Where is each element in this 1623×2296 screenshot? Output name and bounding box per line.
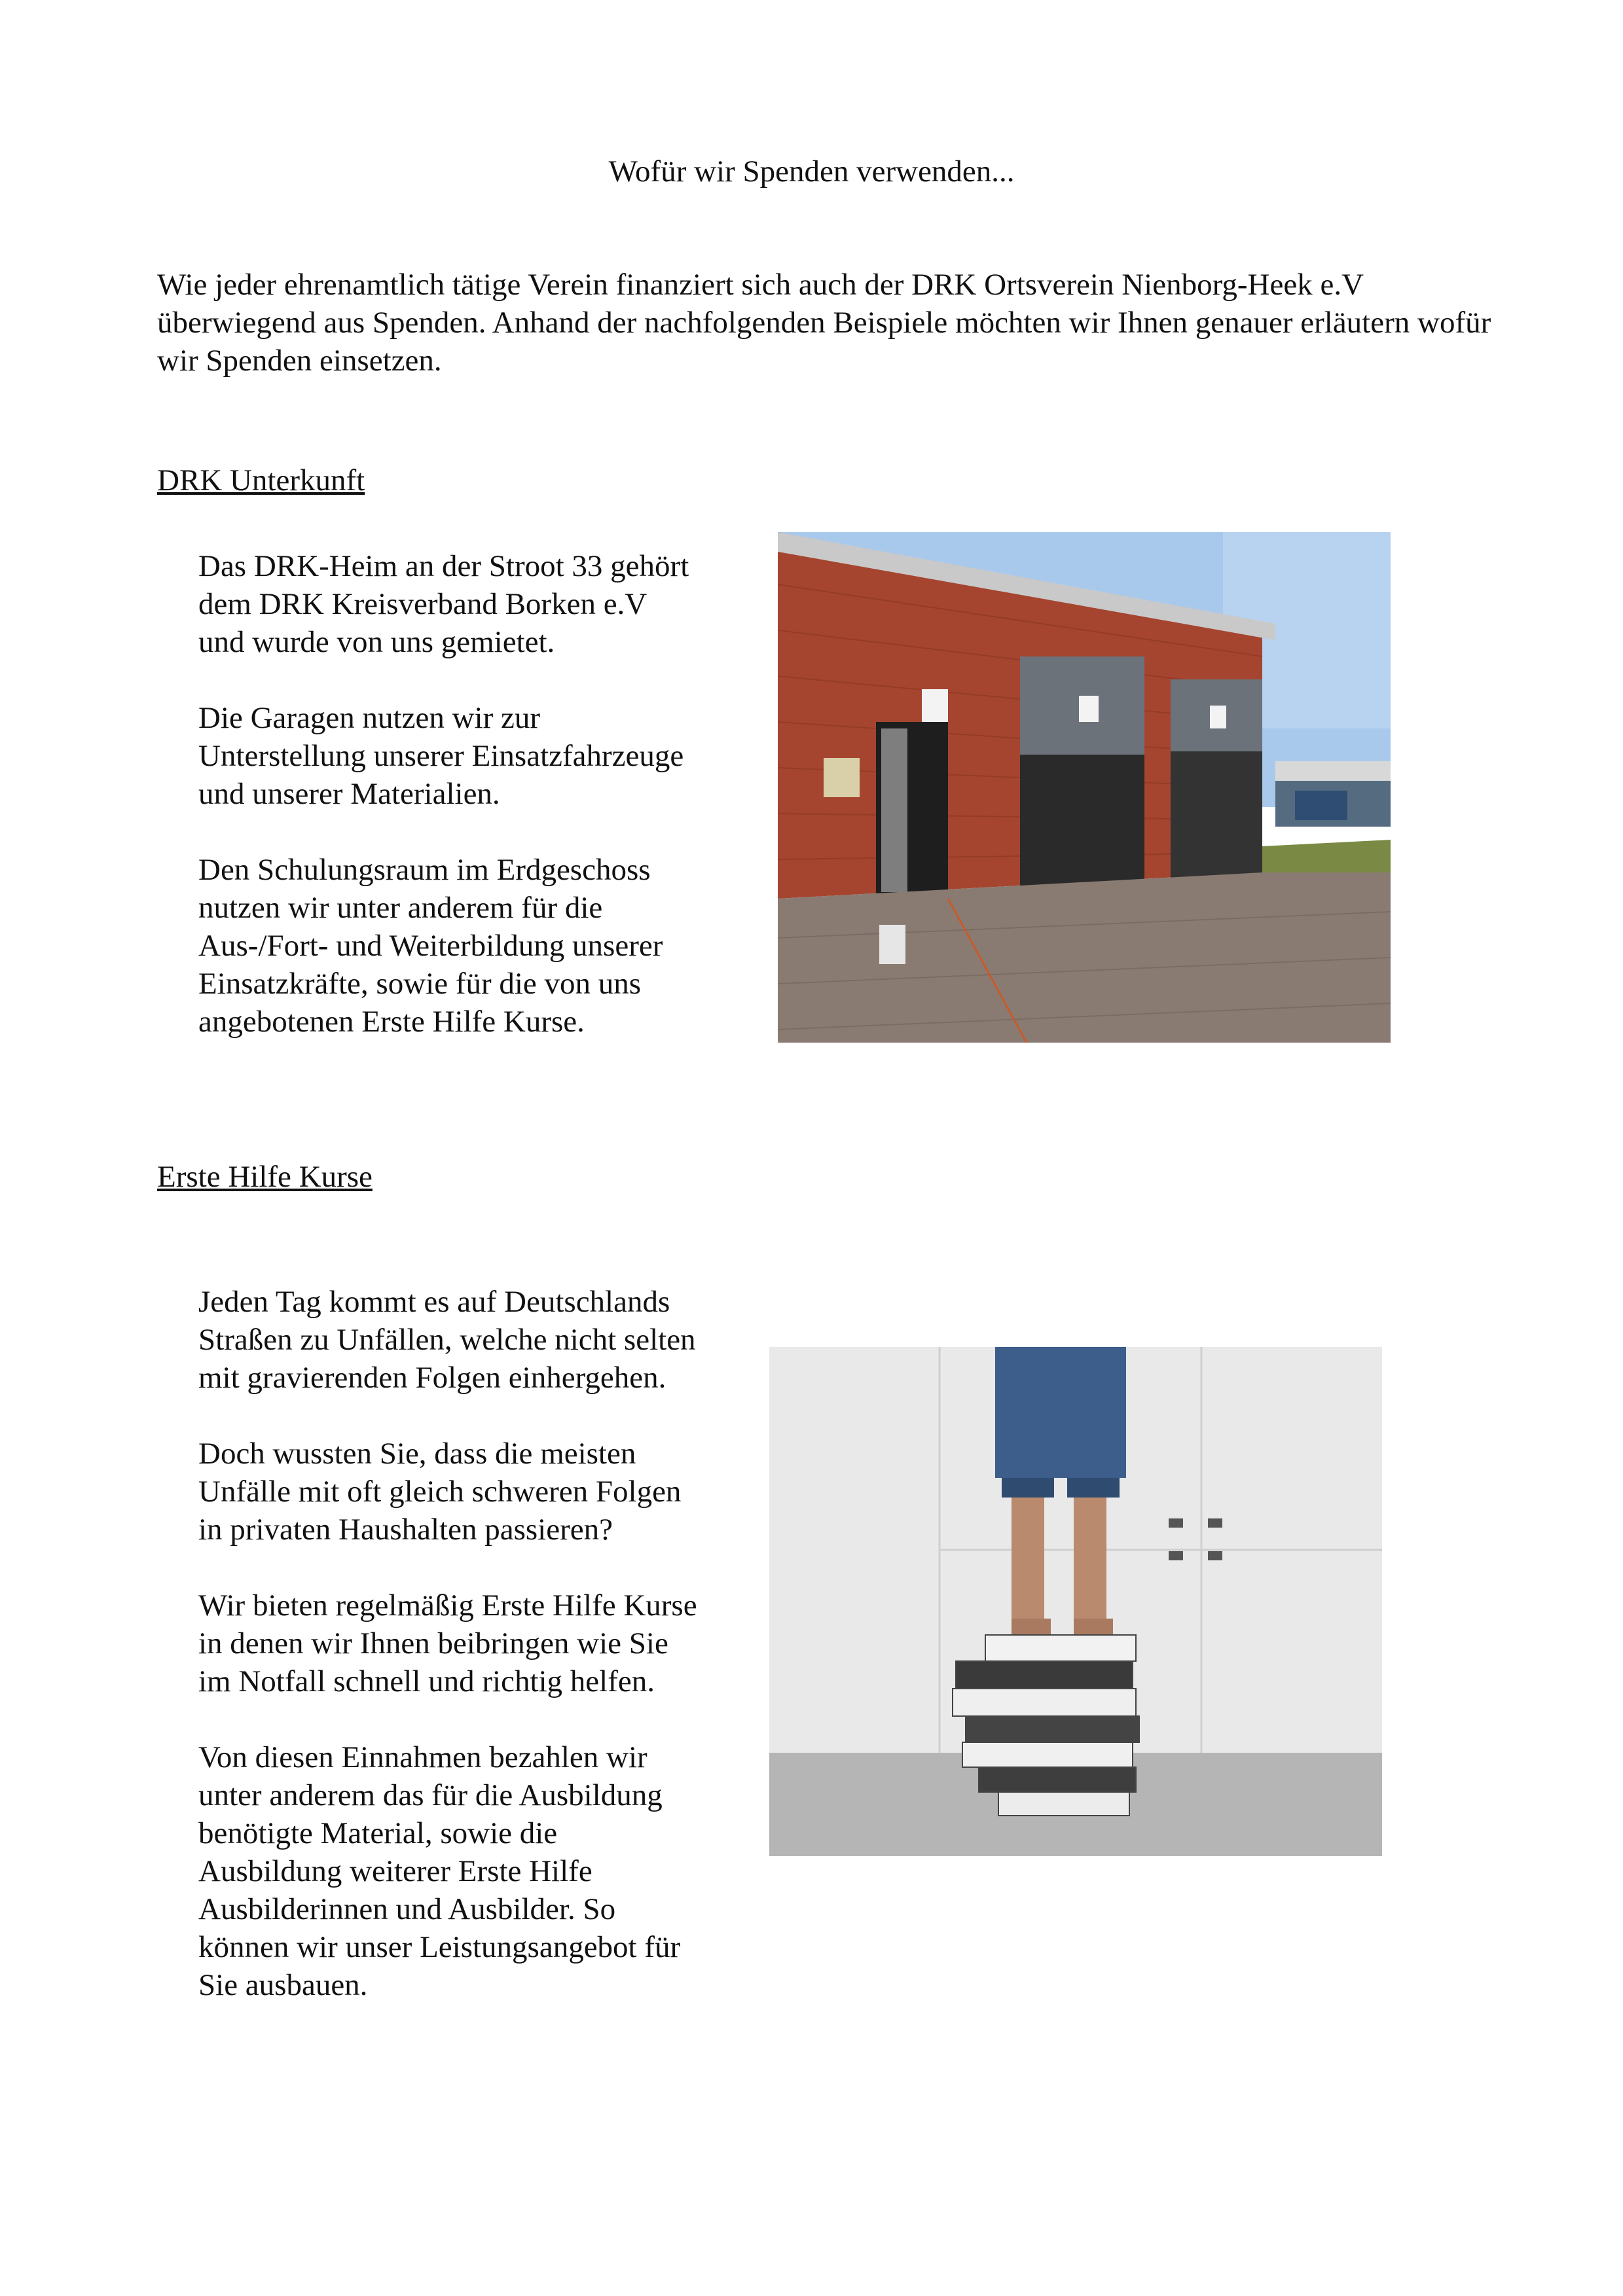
intro-paragraph: Wie jeder ehrenamtlich tätige Verein finanziert sich auch der DRK Ortsverein Nienborg-Heek e.V überwiegend aus Spenden. Anhand der nachfolgenden Beispiele möchten wir Ihnen genauer erläutern wofür wir Spenden einsetzen. (157, 268, 1491, 378)
section-2-paragraph-2: Doch wussten Sie, dass die meisten Unfälle mit oft gleich schweren Folgen in privaten Haushalten passieren? (198, 1437, 682, 1547)
section-2-paragraph-1: Jeden Tag kommt es auf Deutschlands Straßen zu Unfällen, welche nicht selten mit gravierenden Folgen einhergehen. (198, 1285, 696, 1395)
section-2-paragraph-4: Von diesen Einnahmen bezahlen wir unter anderem das für die Ausbildung benötigte Material, sowie die Ausbildung weiterer Erste Hilfe Ausbilderinnen und Ausbilder. So können wir unser Leistungsangebot für Sie ausbauen. (198, 1740, 681, 2002)
section-heading-drk-unterkunft: DRK Unterkunft (157, 463, 365, 497)
drk-building-photo (778, 532, 1391, 1043)
section-1-paragraph-2: Die Garagen nutzen wir zur Unterstellung unserer Einsatzfahrzeuge und unserer Materialien. (198, 701, 684, 811)
section-heading-erste-hilfe-kurse: Erste Hilfe Kurse (157, 1160, 373, 1194)
books-stack-photo (769, 1347, 1382, 1856)
page-title: Wofür wir Spenden verwenden... (608, 154, 1015, 188)
section-1-paragraph-3: Den Schulungsraum im Erdgeschoss nutzen wir unter anderem für die Aus-/Fort- und Weiterbildung unserer Einsatzkräfte, sowie für die von uns angebotenen Erste Hilfe Kurse. (198, 853, 663, 1039)
section-1-paragraph-1: Das DRK-Heim an der Stroot 33 gehört dem DRK Kreisverband Borken e.V und wurde von uns gemietet. (198, 549, 689, 659)
section-2-paragraph-3: Wir bieten regelmäßig Erste Hilfe Kurse in denen wir Ihnen beibringen wie Sie im Notfall schnell und richtig helfen. (198, 1588, 697, 1698)
